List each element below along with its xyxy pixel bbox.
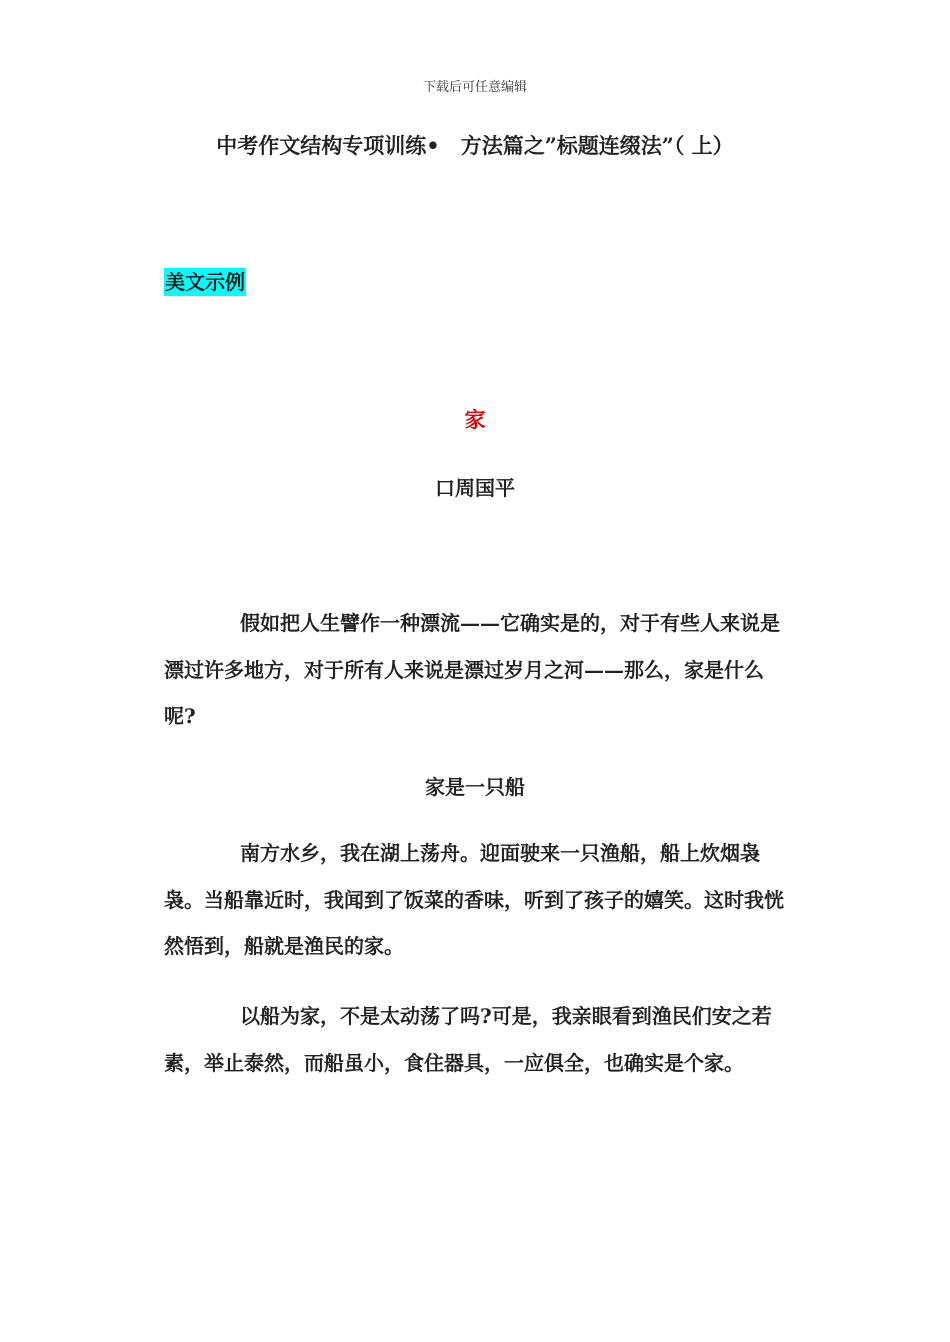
section-label-highlighted: 美文示例	[165, 270, 245, 294]
document-title: 中考作文结构专项训练• 方法篇之”标题连缀法”（ 上）	[216, 133, 734, 158]
essay-author: 口周国平	[435, 476, 515, 500]
essay-title: 家	[464, 407, 486, 432]
essay-subheading: 家是一只船	[425, 775, 525, 799]
header-note: 下载后可任意编辑	[422, 80, 527, 95]
essay-paragraph-2: 南方水乡，我在湖上荡舟。迎面驶来一只渔船，船上炊烟袅袅。当船靠近时，我闻到了饭菜的香味，听到了孩子的嬉笑。这时我恍然悟到，船就是渔民的家。	[164, 841, 784, 958]
essay-paragraph-3: 以船为家，不是太动荡了吗?可是，我亲眼看到渔民们安之若素，举止泰然，而船虽小，食住器具，一应俱全，也确实是个家。	[164, 1004, 772, 1075]
essay-paragraph-1: 假如把人生譬作一种漂流——它确实是的，对于有些人来说是漂过许多地方，对于所有人来说是漂过岁月之河——那么，家是什么呢?	[164, 611, 780, 728]
